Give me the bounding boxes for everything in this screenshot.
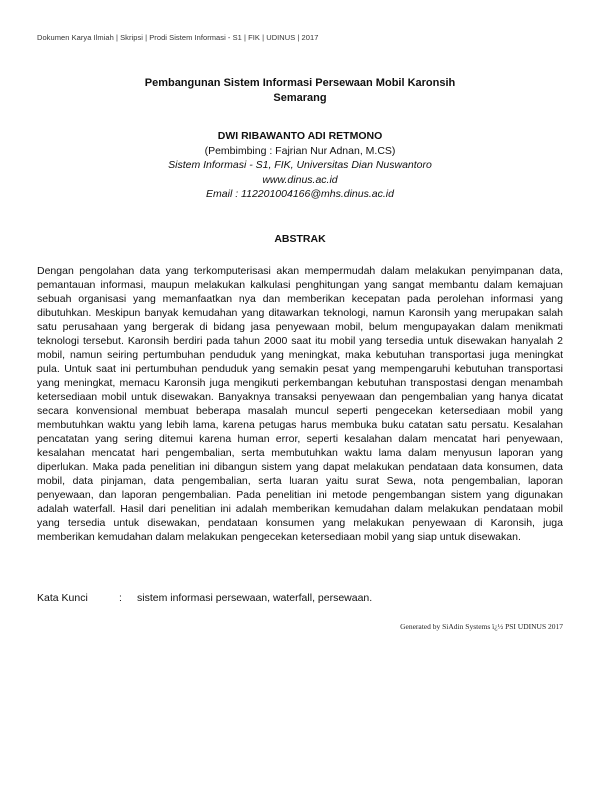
paper-title — [60, 76, 540, 106]
title-line-2: Semarang — [273, 92, 327, 104]
keywords-colon: : — [119, 592, 122, 604]
abstract-body: Dengan pengolahan data yang terkomputerisasi akan mempermudah dalam melakukan penyimpanan data, pemantauan informasi, maupun melakukan kalkulasi penghitungan yang sangat membantu dalam kemajuan sebuah organisasi yang memanfaatkan nya dan memberikan kecepatan pada perolehan informasi yang dibutuhkan. Meskipun banyak kemudahan yang ditawarkan teknologi, namun Karonsih yang merupakan salah satu perusahaan yang bergerak di bidang jasa penyewaan mobil, belum mengupayakan dalam menikmati teknologi tersebut. Karonsih berdiri pada tahun 2000 saat itu mobil yang tersedia untuk disewakan hanyalah 2 mobil, namun seiring pertumbuhan penduduk yang meningkat, maka kebutuhan transportasi juga meningkat pula. Untuk saat ini pertumbuhan penduduk yang semakin pesat yang mempengaruhi kebutuhan transportasi yang meningkat, memacu Karonsih juga mengikuti perkembangan kebutuhan transpostasi dengan menambah ketersediaan mobil untuk disewakan. Banyaknya transaksi penyewaan dan pengembalian yang hanya dicatat secara konvensional membuat beberapa masalah muncul seperti pengecekan ketersediaan mobil yang membutuhkan waktu yang lebih lama, karena petugas harus membuka buku catatan satu persatu. Kesalahan pencatatan yang sering ditemui karena human error, seperti kesalahan dalam mencatat hari penyewaan, kesalahan mencatat hari pengembalian, serta membutuhkan waktu lama dalam menyusun laporan yang diperlukan. Maka pada penelitian ini dibangun sistem yang dapat melakukan pendataan data konsumen, data mobil, data pinjaman, data pengembalian, serta luaran yaitu surat Sewa, nota pengembalian, laporan penyewaan, dan laporan pengembalian. Pada penelitian ini metode pengembangan sistem yang digunakan adalah waterfall. Hasil dari penelitian ini adalah memberikan kemudahan dalam melakukan pendataan mobil yang tersedia untuk disewakan, pendataan konsumen yang melakukan penyewaan di Karonsih, juga memberikan kemudahan dalam melakukan pengecekan ketersediaan mobil yang siap untuk disewakan. — [37, 265, 563, 543]
keywords-label: Kata Kunci — [37, 592, 88, 604]
running-header: Dokumen Karya Ilmiah | Skripsi | Prodi Sistem Informasi - S1 | FIK | UDINUS | 2017 — [37, 33, 319, 42]
website: www.dinus.ac.id — [262, 173, 338, 186]
email: Email : 112201004166@mhs.dinus.ac.id — [206, 188, 394, 200]
abstract-heading: ABSTRAK — [274, 233, 326, 245]
affiliation: Sistem Informasi - S1, FIK, Universitas Dian Nuswantoro — [168, 159, 432, 171]
author-block — [60, 129, 540, 202]
keywords-line — [37, 592, 563, 604]
author-name: DWI RIBAWANTO ADI RETMONO — [217, 130, 383, 142]
title-line-1: Pembangunan Sistem Informasi Persewaan Mobil Karonsih — [144, 77, 456, 89]
keywords-value: sistem informasi persewaan, waterfall, persewaan. — [137, 592, 373, 604]
generated-footer: Generated by SiAdin Systems ï¿½ PSI UDINUS 2017 — [400, 622, 563, 631]
supervisor: (Pembimbing : Fajrian Nur Adnan, M.CS) — [204, 144, 396, 157]
